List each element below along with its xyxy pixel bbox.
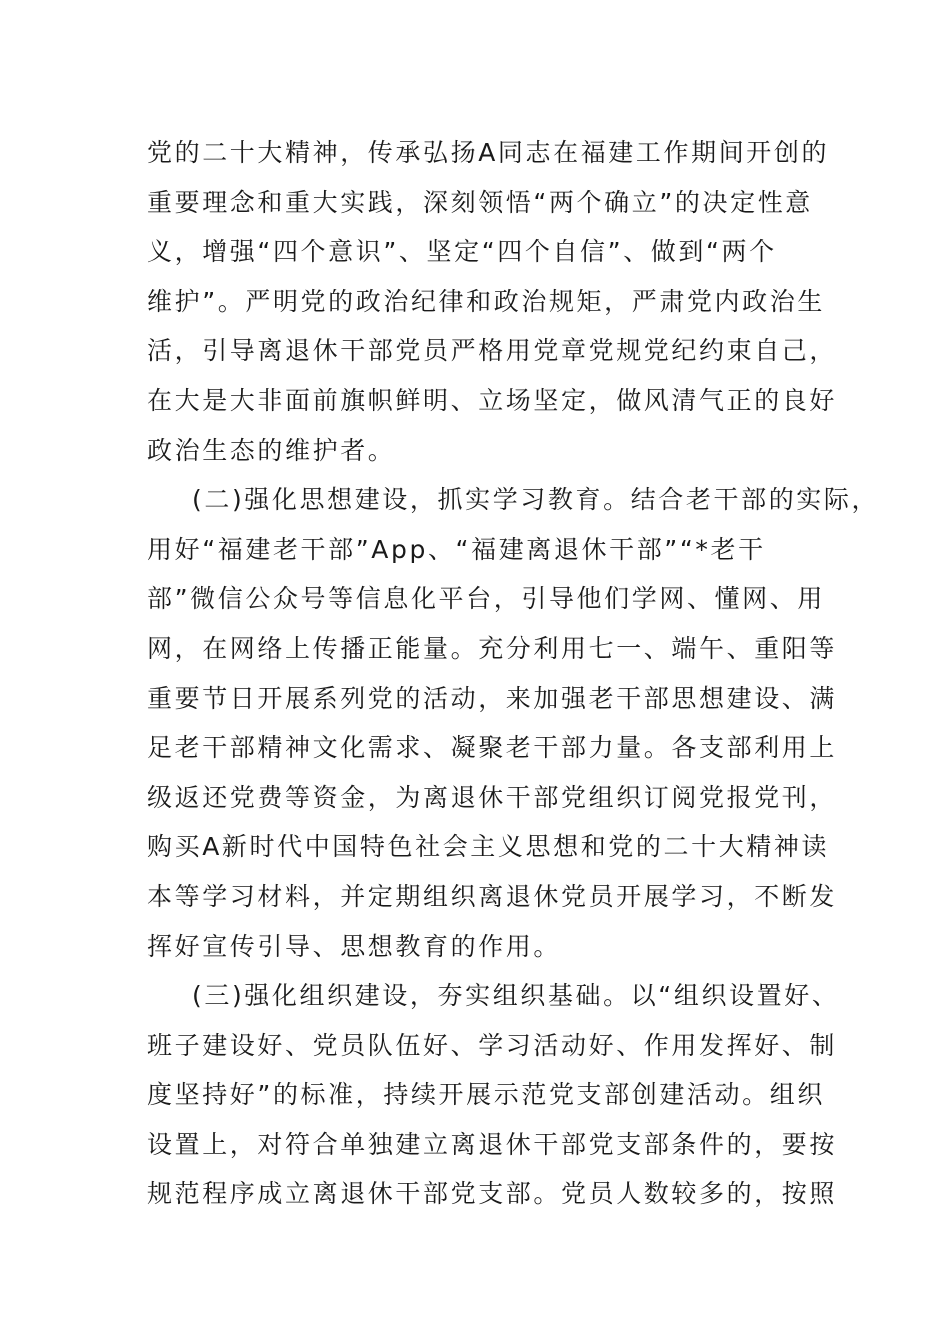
section-heading-line: (二)强化思想建设，抓实学习教育。结合老干部的实际， — [192, 485, 880, 515]
text-line: 本等学习材料，并定期组织离退休党员开展学习，不断发 — [147, 881, 838, 911]
text-line: 班子建设好、党员队伍好、学习活动好、作用发挥好、制 — [147, 1030, 838, 1060]
text-line: 级返还党费等资金，为离退休干部党组织订阅党报党刊， — [147, 782, 838, 812]
text-line: 活，引导离退休干部党员严格用党章党规党纪约束自己， — [147, 336, 838, 366]
text-line: 义，增强“四个意识”、坚定“四个自信”、做到“两个 — [147, 237, 777, 267]
text-line: 网，在网络上传播正能量。充分利用七一、端午、重阳等 — [147, 633, 838, 663]
text-line: 重要理念和重大实践，深刻领悟“两个确立”的决定性意 — [147, 187, 813, 217]
text-line: 在大是大非面前旗帜鲜明、立场坚定，做风清气正的良好 — [147, 385, 838, 415]
text-line: 政治生态的维护者。 — [147, 435, 396, 465]
text-line: 维护”。严明党的政治纪律和政治规矩，严肃党内政治生 — [147, 286, 825, 316]
text-line: 足老干部精神文化需求、凝聚老干部力量。各支部利用上 — [147, 733, 838, 763]
text-line: 设置上，对符合单独建立离退休干部党支部条件的，要按 — [147, 1129, 838, 1159]
section-heading-line: (三)强化组织建设，夯实组织基础。以“组织设置好、 — [192, 981, 840, 1011]
text-line: 党的二十大精神，传承弘扬A同志在福建工作期间开创的 — [147, 138, 830, 167]
body-text — [147, 128, 880, 1219]
text-line: 购买A新时代中国特色社会主义思想和党的二十大精神读 — [147, 832, 830, 862]
text-line: 用好“福建老干部”App、“福建离退休干部”“*老干 — [147, 534, 766, 564]
text-line: 规范程序成立离退休干部党支部。党员人数较多的，按照 — [147, 1179, 838, 1209]
text-line: 部”微信公众号等信息化平台，引导他们学网、懂网、用 — [147, 584, 825, 614]
text-line: 重要节日开展系列党的活动，来加强老干部思想建设、满 — [147, 683, 838, 713]
text-line: 度坚持好”的标准，持续开展示范党支部创建活动。组织 — [147, 1080, 825, 1110]
text-line: 挥好宣传引导、思想教育的作用。 — [147, 931, 562, 961]
